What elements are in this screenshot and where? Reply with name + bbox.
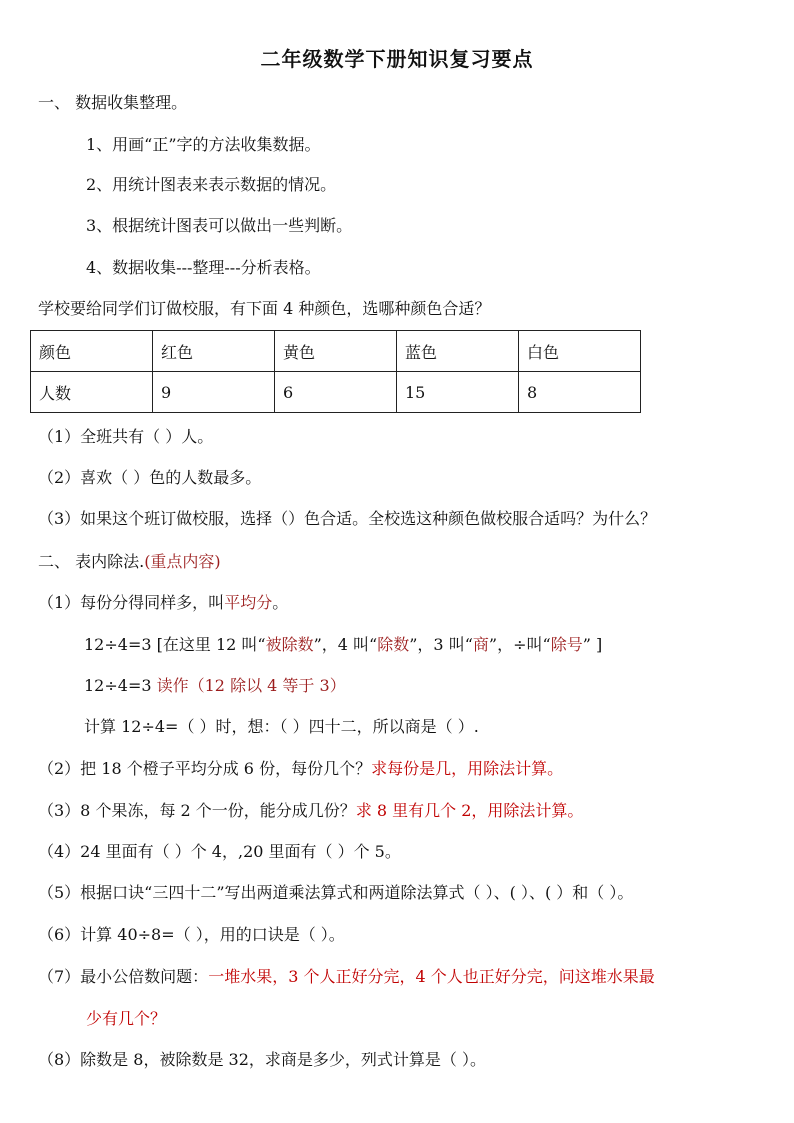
ex1-g: ”，÷叫“ bbox=[488, 635, 551, 654]
q7-continuation: 少有几个？ bbox=[86, 1009, 167, 1028]
table-cell: 蓝色 bbox=[397, 331, 519, 372]
q3-line bbox=[38, 800, 583, 822]
q7-question: （7）最小公倍数问题： bbox=[38, 967, 209, 986]
ex1-divisor: 除数 bbox=[377, 635, 410, 654]
section2-heading bbox=[38, 551, 221, 573]
table-cell: 人数 bbox=[31, 372, 153, 413]
q3-hint: 求 8 里有几个 2，用除法计算。 bbox=[355, 801, 584, 820]
ex1-sign: 除号 bbox=[550, 635, 583, 654]
section1-item-4: 4、数据收集---整理---分析表格。 bbox=[86, 258, 321, 277]
ex1-e: ”，3 叫“ bbox=[409, 635, 473, 654]
ex1-a: 12÷4=3 [在这里 12 叫“ bbox=[84, 635, 266, 654]
section2-heading-note: (重点内容) bbox=[144, 552, 221, 571]
ex2-a: 12÷4=3 bbox=[84, 676, 157, 695]
example-read-as bbox=[84, 675, 346, 697]
table-cell: 黄色 bbox=[275, 331, 397, 372]
table-cell: 红色 bbox=[153, 331, 275, 372]
q2-hint: 求每份是几，用除法计算。 bbox=[371, 759, 564, 778]
table-cell: 颜色 bbox=[31, 331, 153, 372]
section1-item-3: 3、根据统计图表可以做出一些判断。 bbox=[86, 216, 353, 235]
table-cell: 9 bbox=[153, 372, 275, 413]
section2-heading-text: 二、 表内除法. bbox=[38, 552, 145, 571]
color-count-table bbox=[30, 330, 641, 413]
example-division-terms bbox=[84, 634, 602, 656]
q2-line bbox=[38, 758, 563, 780]
table-cell: 15 bbox=[397, 372, 519, 413]
q6-line: （6）计算 40÷8=（ ），用的口诀是（ ）。 bbox=[38, 925, 345, 944]
subquestion-2: （2）喜欢（ ）色的人数最多。 bbox=[38, 468, 262, 487]
q1-suffix: 。 bbox=[272, 593, 289, 612]
table-cell: 白色 bbox=[519, 331, 641, 372]
q7-problem: 一堆水果，3 个人正好分完，4 个人也正好分完，问这堆水果最 bbox=[208, 967, 655, 986]
section1-item-1: 1、用画“正”字的方法收集数据。 bbox=[86, 135, 321, 154]
q8-line: （8）除数是 8，被除数是 32，求商是多少，列式计算是（ ）。 bbox=[38, 1050, 486, 1069]
ex1-dividend: 被除数 bbox=[265, 635, 314, 654]
q7-line bbox=[38, 966, 655, 988]
ex1-i: ” ] bbox=[582, 635, 603, 654]
ex1-c: ”，4 叫“ bbox=[313, 635, 378, 654]
section1-heading: 一、 数据收集整理。 bbox=[38, 93, 188, 112]
q4-line: （4）24 里面有（ ）个 4，,20 里面有（ ）个 5。 bbox=[38, 842, 401, 861]
q2-question: （2）把 18 个橙子平均分成 6 份，每份几个？ bbox=[38, 759, 372, 778]
table-row bbox=[31, 372, 641, 413]
q1-prefix: （1）每份分得同样多，叫 bbox=[38, 593, 225, 612]
q1-line bbox=[38, 592, 288, 614]
section1-item-2: 2、用统计图表来表示数据的情况。 bbox=[86, 175, 337, 194]
uniform-question: 学校要给同学们订做校服，有下面 4 种颜色，选哪种颜色合适？ bbox=[38, 299, 491, 318]
ex2-reading: 读作（12 除以 4 等于 3） bbox=[156, 676, 346, 695]
page-title: 二年级数学下册知识复习要点 bbox=[260, 47, 534, 71]
table-header-row bbox=[31, 331, 641, 372]
example-compute: 计算 12÷4=（ ）时，想：（ ）四十二，所以商是（ ）. bbox=[84, 717, 479, 736]
table-cell: 6 bbox=[275, 372, 397, 413]
ex1-quotient: 商 bbox=[472, 635, 489, 654]
q3-question: （3）8 个果冻，每 2 个一份，能分成几份？ bbox=[38, 801, 356, 820]
subquestion-1: （1）全班共有（ ）人。 bbox=[38, 427, 214, 446]
q5-line: （5）根据口诀“三四十二”写出两道乘法算式和两道除法算式（ ）、( ）、( ）和（ ）。 bbox=[38, 883, 634, 902]
subquestion-3: （3）如果这个班订做校服，选择（）色合适。全校选这种颜色做校服合适吗？为什么？ bbox=[38, 509, 657, 528]
table-cell: 8 bbox=[519, 372, 641, 413]
q1-term: 平均分 bbox=[224, 593, 273, 612]
